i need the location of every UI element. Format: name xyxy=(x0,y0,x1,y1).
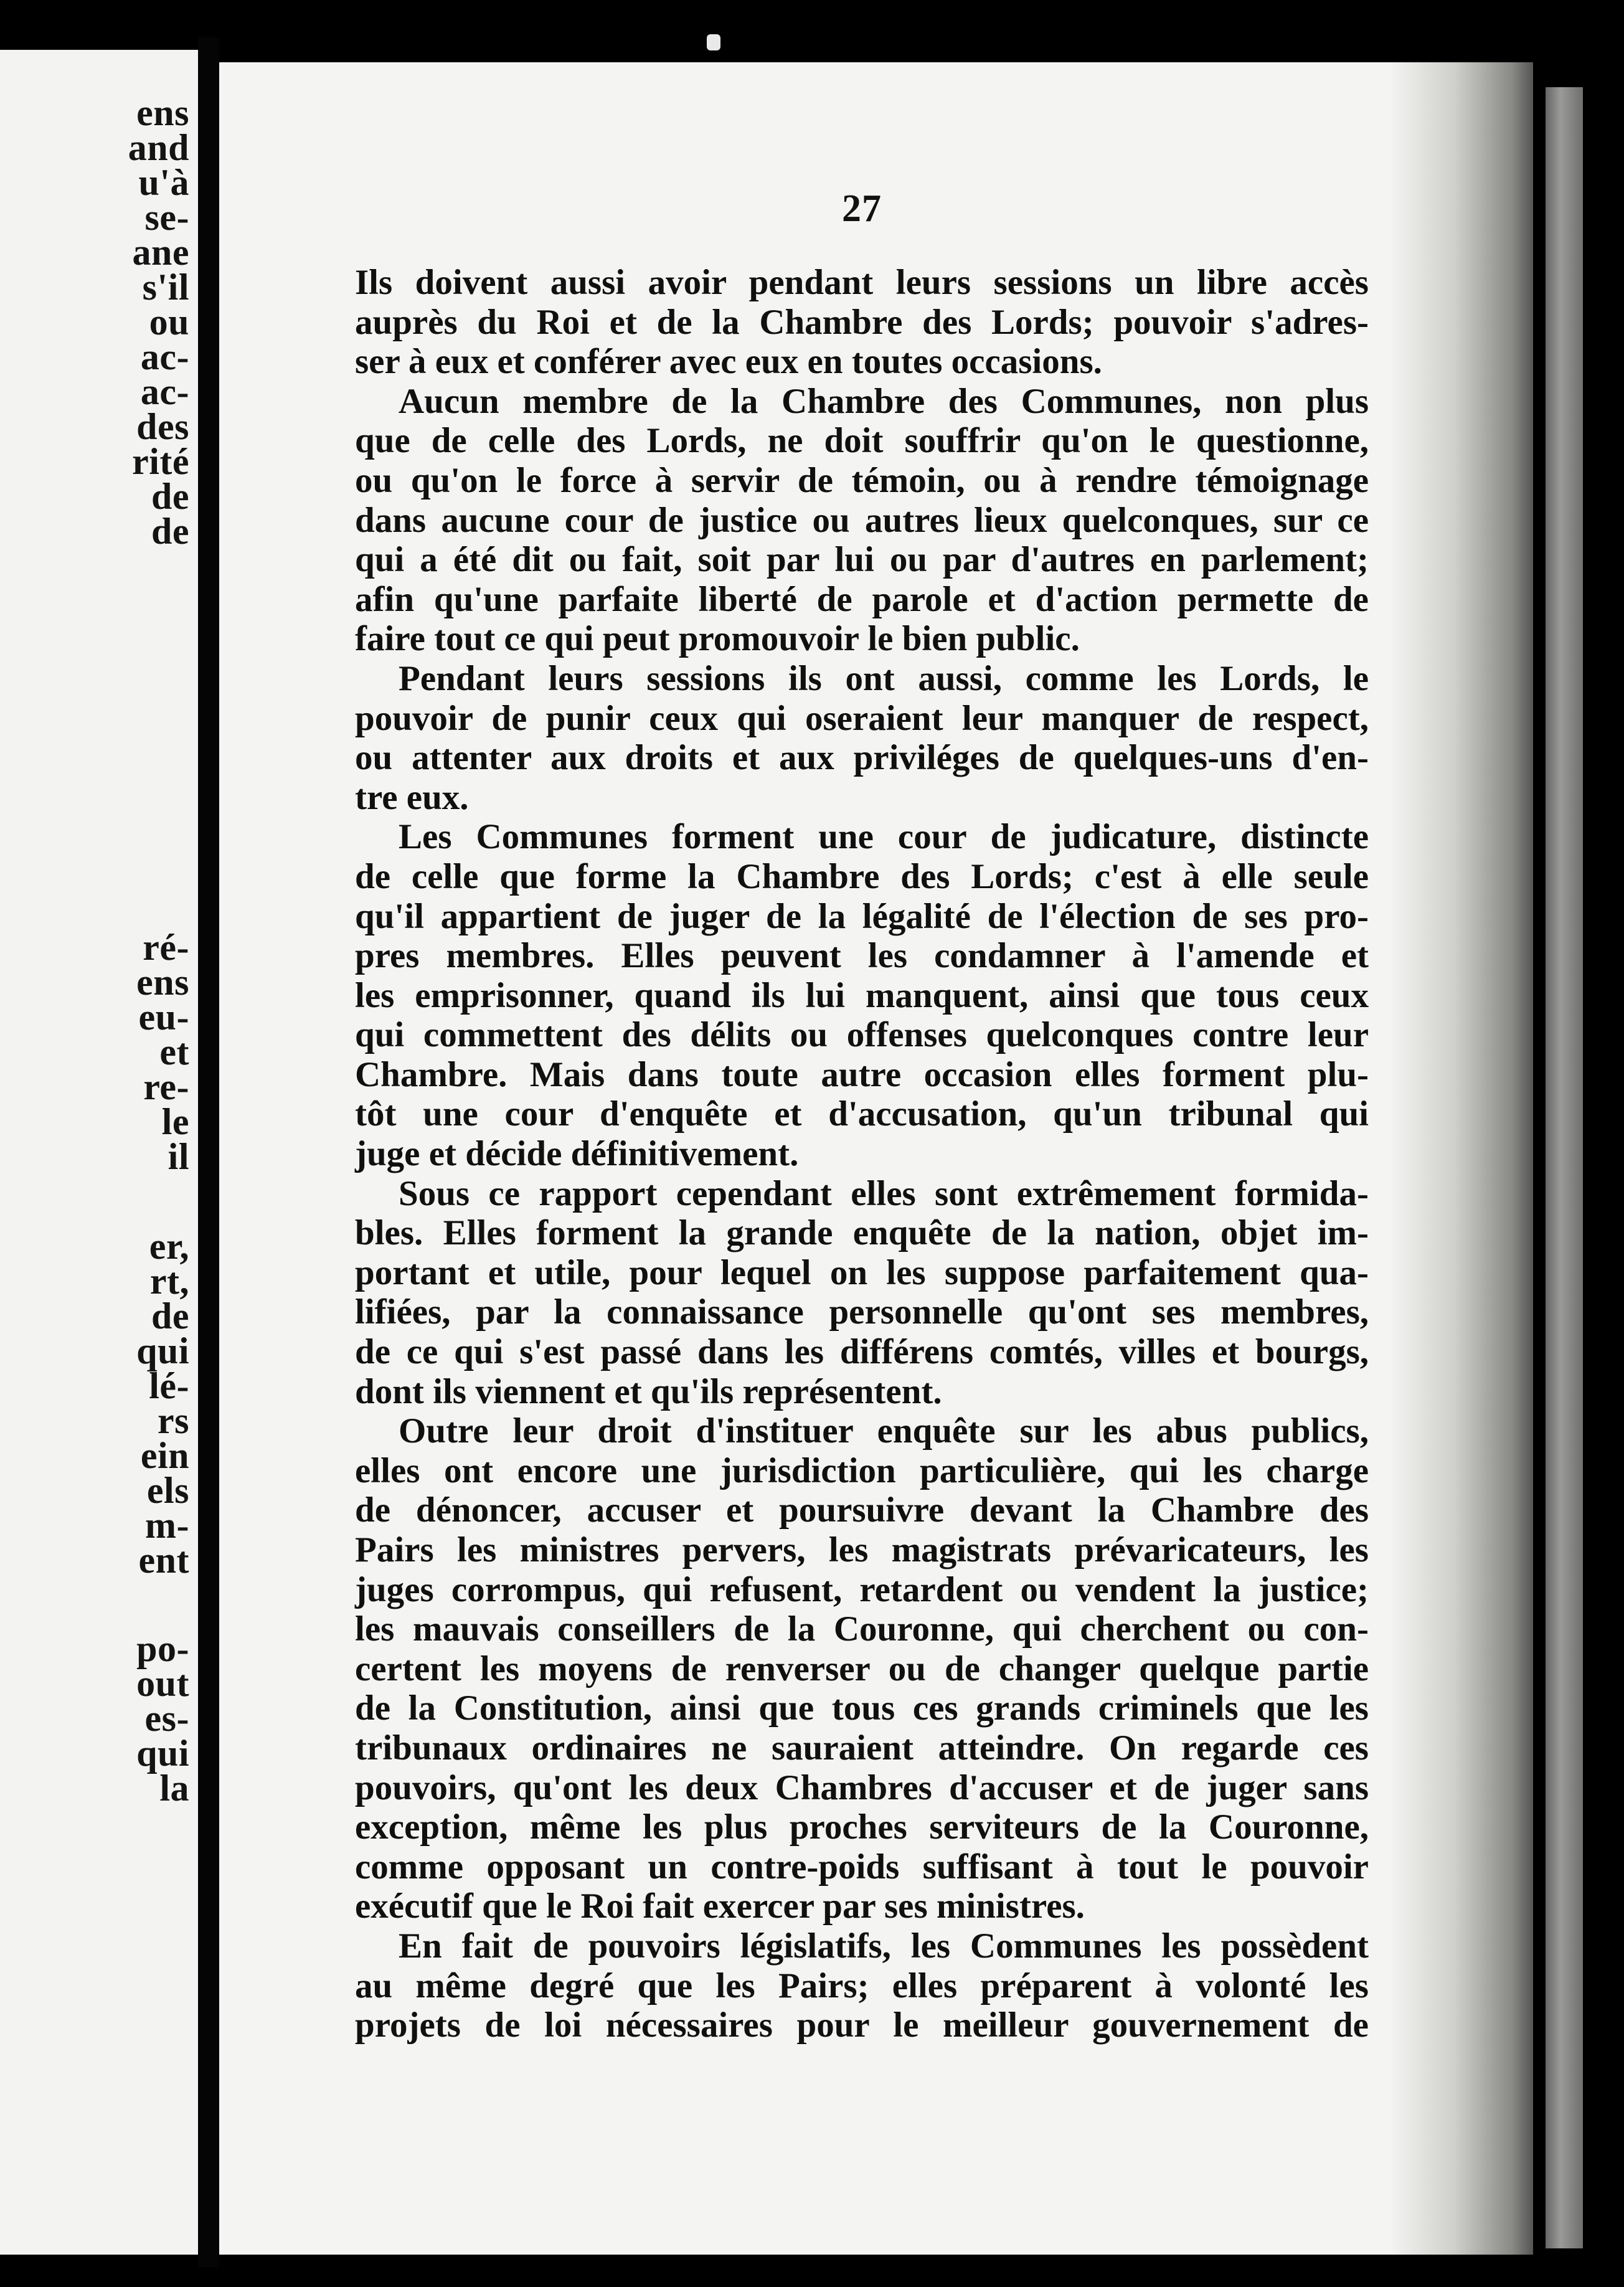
facing-page-fragment: rt, xyxy=(149,1261,189,1302)
scan-artifact-mark xyxy=(707,34,720,50)
facing-page-fragment: po- xyxy=(136,1628,189,1669)
facing-page-fragment: ent xyxy=(138,1540,189,1581)
text-line: les mauvais conseillers de la Couronne, qui cherchent ou con- xyxy=(355,1609,1369,1649)
text-line: pouvoirs, qu'ont les deux Chambres d'accuser et de juger sans xyxy=(355,1768,1369,1807)
facing-page-fragment: m- xyxy=(145,1505,189,1546)
page-curl-shadow xyxy=(1390,62,1533,2255)
facing-page-fragment: de xyxy=(151,511,189,552)
facing-page-fragment: qui xyxy=(136,1330,189,1371)
facing-page-fragment: le xyxy=(161,1101,189,1142)
text-line: ou qu'on le force à servir de témoin, ou à rendre témoignage xyxy=(355,460,1369,500)
text-line: exception, même les plus proches serviteurs de la Couronne, xyxy=(355,1807,1369,1847)
text-line: lifiées, par la connaissance personnelle qu'ont ses membres, xyxy=(355,1292,1369,1332)
facing-page-fragment: il xyxy=(168,1136,189,1177)
text-line: qu'il appartient de juger de la légalité de l'élection de ses pro- xyxy=(355,896,1369,936)
text-line: Aucun membre de la Chambre des Communes, non plus xyxy=(399,381,1369,421)
facing-page-fragment: de xyxy=(151,476,189,517)
text-line: Outre leur droit d'instituer enquête sur les abus publics, xyxy=(399,1411,1369,1451)
facing-page-fragment: se- xyxy=(144,197,189,238)
facing-page-fragment: s'il xyxy=(142,267,189,308)
facing-page-fragment: es- xyxy=(144,1698,189,1739)
facing-page-fragment: des xyxy=(136,406,189,447)
text-line: elles ont encore une jurisdiction particulière, qui les charge xyxy=(355,1451,1369,1490)
text-line: Ils doivent aussi avoir pendant leurs sessions un libre accès xyxy=(355,263,1369,302)
text-line: auprès du Roi et de la Chambre des Lords; pouvoir s'adres- xyxy=(355,302,1369,342)
facing-page-fragment: ac- xyxy=(140,336,189,377)
text-line: ser à eux et conférer avec eux en toutes occasions. xyxy=(355,342,1102,382)
text-line: les emprisonner, quand ils lui manquent, ainsi que tous ceux xyxy=(355,975,1369,1015)
text-line: dans aucune cour de justice ou autres lieux quelconques, sur ce xyxy=(355,500,1369,540)
text-line: portant et utile, pour lequel on les suppose parfaitement qua- xyxy=(355,1252,1369,1292)
text-line: Pendant leurs sessions ils ont aussi, comme les Lords, le xyxy=(399,658,1369,698)
facing-page-fragment: u'à xyxy=(138,162,189,203)
text-line: projets de loi nécessaires pour le meilleur gouvernement de xyxy=(355,2005,1369,2045)
facing-page-fragment: ens xyxy=(136,92,189,133)
text-line: pres membres. Elles peuvent les condamner à l'amende et xyxy=(355,936,1369,976)
facing-page-fragment: ein xyxy=(140,1435,189,1476)
facing-page-fragment: ac- xyxy=(140,371,189,412)
text-line: Les Communes forment une cour de judicature, distincte xyxy=(399,817,1369,857)
text-line: Sous ce rapport cependant elles sont extrêmement formida- xyxy=(399,1173,1369,1213)
text-line: que de celle des Lords, ne doit souffrir qu'on le questionne, xyxy=(355,421,1369,461)
facing-page-fragment: de xyxy=(151,1295,189,1337)
text-line: de ce qui s'est passé dans les différens comtés, villes et bourgs, xyxy=(355,1332,1369,1372)
text-line: Chambre. Mais dans toute autre occasion elles forment plu- xyxy=(355,1054,1369,1094)
facing-page-fragment: ré- xyxy=(143,927,189,968)
facing-page-fragment: er, xyxy=(149,1226,189,1267)
facing-page-fragment: qui xyxy=(136,1733,189,1774)
page-stack-edge xyxy=(1546,87,1583,2248)
text-line: bles. Elles forment la grande enquête de la nation, objet im- xyxy=(355,1213,1369,1253)
text-line: qui commettent des délits ou offenses quelconques contre leur xyxy=(355,1015,1369,1055)
facing-page-fragment: els xyxy=(146,1470,189,1511)
text-line: faire tout ce qui peut promouvoir le bien public. xyxy=(355,619,1080,659)
main-page xyxy=(219,62,1533,2255)
facing-page-fragment: ane xyxy=(132,232,189,273)
text-line: tôt une cour d'enquête et d'accusation, qu'un tribunal qui xyxy=(355,1094,1369,1134)
facing-page-fragment: rité xyxy=(132,441,189,482)
text-line: juge et décide définitivement. xyxy=(355,1134,799,1174)
facing-page-fragment: out xyxy=(136,1663,189,1704)
text-line: juges corrompus, qui refusent, retardent ou vendent la justice; xyxy=(355,1570,1369,1609)
facing-page-fragment: ens xyxy=(136,962,189,1003)
text-line: comme opposant un contre-poids suffisant à tout le pouvoir xyxy=(355,1847,1369,1887)
text-line: au même degré que les Pairs; elles préparent à volonté les xyxy=(355,1966,1369,2005)
text-line: tre eux. xyxy=(355,777,469,817)
facing-page-fragment: lé- xyxy=(149,1365,189,1406)
facing-page-edge xyxy=(0,50,198,2255)
text-line: exécutif que le Roi fait exercer par ses ministres. xyxy=(355,1887,1085,1926)
facing-page-fragment: et xyxy=(159,1031,189,1072)
text-line: de dénoncer, accuser et poursuivre devant la Chambre des xyxy=(355,1490,1369,1530)
page-number: 27 xyxy=(842,187,882,230)
text-line: tribunaux ordinaires ne sauraient atteindre. On regarde ces xyxy=(355,1728,1369,1768)
facing-page-fragment: ou xyxy=(149,301,189,343)
text-line: certent les moyens de renverser ou de changer quelque partie xyxy=(355,1649,1369,1688)
text-line: ou attenter aux droits et aux priviléges de quelques-uns d'en- xyxy=(355,738,1369,778)
text-line: Pairs les ministres pervers, les magistrats prévaricateurs, les xyxy=(355,1530,1369,1570)
text-line: En fait de pouvoirs législatifs, les Communes les possèdent xyxy=(399,1926,1369,1966)
text-line: de celle que forme la Chambre des Lords; c'est à elle seule xyxy=(355,856,1369,896)
facing-page-fragment: la xyxy=(159,1768,189,1809)
text-line: dont ils viennent et qu'ils représentent. xyxy=(355,1371,942,1411)
facing-page-fragment: re- xyxy=(143,1066,189,1107)
body-text xyxy=(355,263,1369,2045)
text-line: afin qu'une parfaite liberté de parole et d'action permette de xyxy=(355,579,1369,619)
facing-page-fragment: eu- xyxy=(138,997,189,1038)
text-line: qui a été dit ou fait, soit par lui ou par d'autres en parlement; xyxy=(355,540,1369,580)
book-gutter xyxy=(198,37,219,2267)
text-line: de la Constitution, ainsi que tous ces grands criminels que les xyxy=(355,1688,1369,1728)
facing-page-fragment: and xyxy=(128,127,189,168)
text-line: pouvoir de punir ceux qui oseraient leur manquer de respect, xyxy=(355,698,1369,738)
facing-page-fragment: rs xyxy=(158,1400,189,1441)
